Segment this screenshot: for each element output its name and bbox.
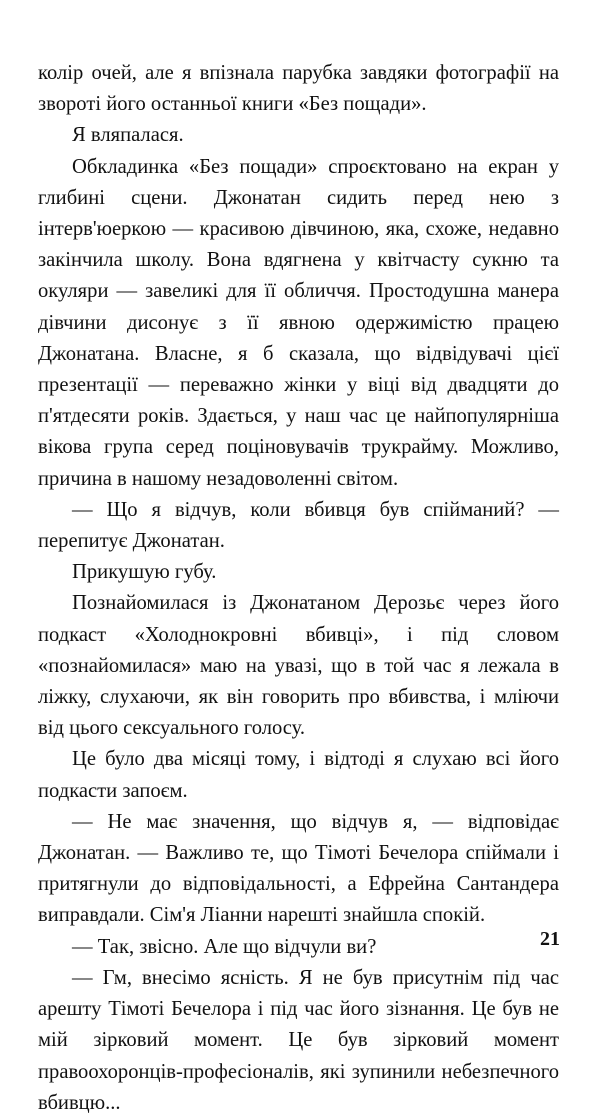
body-text (38, 58, 559, 1119)
paragraph: — Не має значення, що відчув я, — відповідає Джонатан. — Важливо те, що Тімоті Бечелора спіймали і притягнули до відповідальності, а Ефрейна Сантандера виправдали. Сім'я Ліанни нарешті знайшла спокій. (38, 810, 559, 927)
paragraph: Прикушую губу. (72, 561, 217, 584)
page-number: 21 (540, 928, 560, 950)
paragraph: Це було два місяці тому, і відтоді я слухаю всі його подкасти запоєм. (38, 748, 559, 802)
paragraph: — Що я відчув, коли вбивця був спійманий? — перепитує Джонатан. (38, 498, 559, 553)
paragraph: колір очей, але я впізнала парубка завдяки фотографії на звороті його останньої книги «Без пощади». (38, 62, 559, 116)
paragraph: Обкладинка «Без пощади» спроєктовано на екран у глибині сцени. Джонатан сидить перед нею з інтерв'юеркою — красивою дівчиною, яка, схоже, недавно закінчила школу. Вона вдягнена у квітчасту сукню та окуляри — завеликі для її обличчя. Простодушна манера дівчини дисонує з її явною одержимістю працею Джонатана. Власне, я б сказала, що відвідувачі цієї презентації — переважно жінки у віці від двадцяти до п'ятдесяти років. Здається, у наш час це найпопулярніша вікова група серед поціновувачів трукрайму. Можливо, причина в нашому незадоволенні світом. (38, 155, 559, 490)
paragraph: Познайомилася із Джонатаном Дерозьє через його подкаст «Холоднокровні вбивці», і під словом «познайомилася» маю на увазі, що в той час я лежала в ліжку, слухаючи, як він говорить про вбивства, і мліючи від цього сексуального голосу. (38, 592, 559, 740)
paragraph: — Гм, внесімо ясність. Я не був присутнім під час арешту Тімоті Бечелора і під час його зізнання. Це був не мій зірковий момент. Це був зірковий момент правоохоронців-професіоналів, які зупинили небезпечного вбивцю... (38, 966, 559, 1114)
paragraph: — Так, звісно. Але що відчули ви? (72, 935, 377, 958)
paragraph: Я вляпалася. (72, 124, 184, 147)
